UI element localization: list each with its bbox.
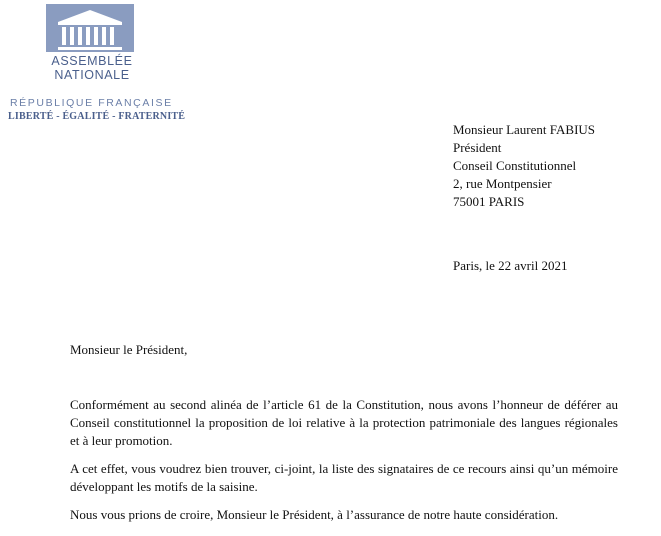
- republic-heading: RÉPUBLIQUE FRANÇAISE: [10, 97, 173, 109]
- assemblee-nationale-logo: [46, 4, 138, 88]
- recipient-address-block: [453, 121, 595, 211]
- national-motto: LIBERTÉ - ÉGALITÉ - FRATERNITÉ: [8, 111, 186, 122]
- recipient-street: 2, rue Montpensier: [453, 176, 552, 191]
- logo-text-nationale: NATIONALE: [54, 68, 130, 82]
- salutation: Monsieur le Président,: [70, 342, 188, 357]
- recipient-institution: Conseil Constitutionnel: [453, 158, 577, 173]
- paragraph-3: Nous vous prions de croire, Monsieur le Président, à l’assurance de notre haute considération.: [70, 507, 559, 522]
- recipient-city: 75001 PARIS: [453, 194, 525, 209]
- paragraph-1: Conformément au second alinéa de l’article 61 de la Constitution, nous avons l’honneur de déférer au Conseil constitutionnel la proposition de loi relative à la protection patrimoniale des langues régionales et à leur promotion.: [70, 397, 618, 448]
- logo-text-assemblee: ASSEMBLÉE: [51, 54, 133, 68]
- recipient-title: Président: [453, 140, 502, 155]
- letter-date: Paris, le 22 avril 2021: [453, 258, 568, 273]
- recipient-name: Monsieur Laurent FABIUS: [453, 122, 596, 137]
- hemicycle-emblem-icon: [46, 4, 134, 52]
- paragraph-2: A cet effet, vous voudrez bien trouver, ci-joint, la liste des signataires de ce recours ainsi qu’un mémoire développant les motifs de la saisine.: [70, 461, 618, 494]
